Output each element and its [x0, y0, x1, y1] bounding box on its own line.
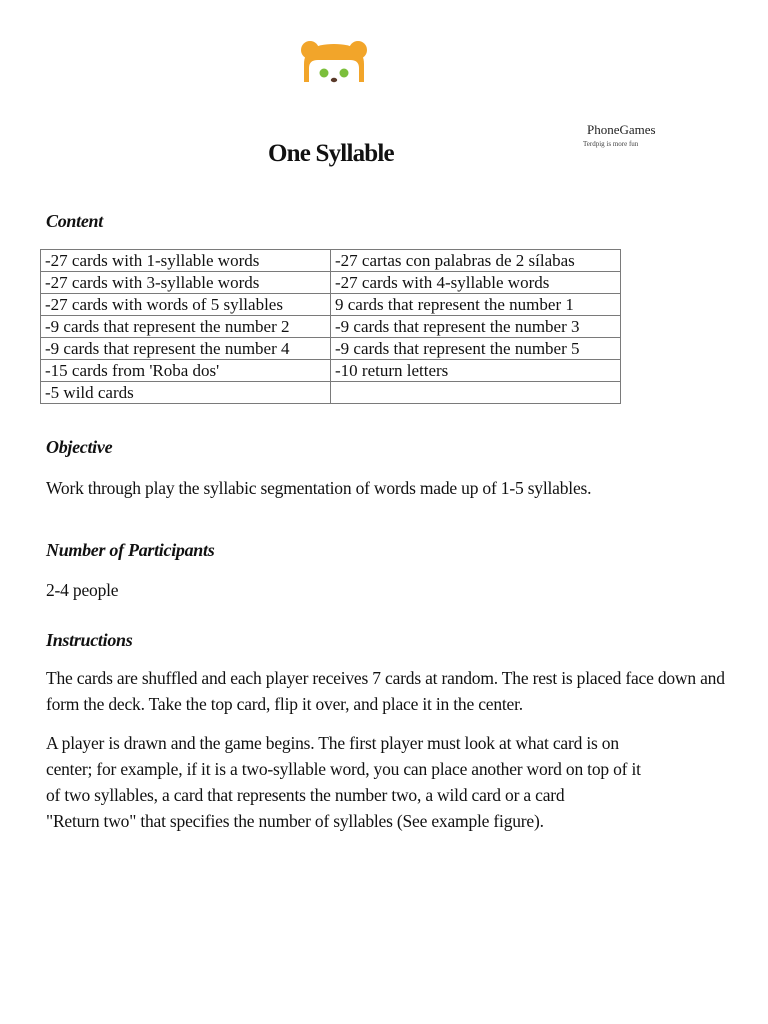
- content-table: [40, 249, 621, 404]
- text-line: center; for example, if it is a two-syllable word, you can place another word on top of it: [46, 759, 641, 779]
- table-row: [41, 294, 621, 316]
- brand-name: PhoneGames: [587, 122, 656, 137]
- table-row: [41, 382, 621, 404]
- text-line: of two syllables, a card that represents the number two, a wild card or a card: [46, 785, 565, 805]
- table-cell: -15 cards from 'Roba dos': [41, 360, 331, 382]
- table-cell: -9 cards that represent the number 3: [331, 316, 621, 338]
- text-line: A player is drawn and the game begins. The first player must look at what card is on: [46, 733, 619, 753]
- instructions-heading: Instructions: [46, 630, 133, 650]
- table-row: [41, 250, 621, 272]
- bear-face-icon: [298, 38, 370, 86]
- table-cell: -9 cards that represent the number 4: [41, 338, 331, 360]
- table-cell: -27 cards with 3-syllable words: [41, 272, 331, 294]
- instructions-paragraph-1: [46, 665, 768, 717]
- table-cell: -27 cards with 1-syllable words: [41, 250, 331, 272]
- table-cell: 9 cards that represent the number 1: [331, 294, 621, 316]
- instructions-paragraph-2: [46, 730, 768, 834]
- table-cell: -27 cards with 4-syllable words: [331, 272, 621, 294]
- table-row: [41, 338, 621, 360]
- text-line: form the deck. Take the top card, flip it over, and place it in the center.: [46, 694, 523, 714]
- table-row: [41, 360, 621, 382]
- table-cell: -5 wild cards: [41, 382, 331, 404]
- brand-tagline: Terdpig is more fun: [583, 140, 639, 148]
- participants-heading: Number of Participants: [46, 540, 215, 560]
- participants-text: 2-4 people: [46, 580, 119, 600]
- text-line: The cards are shuffled and each player receives 7 cards at random. The rest is placed face down and: [46, 668, 725, 688]
- objective-text: Work through play the syllabic segmentation of words made up of 1-5 syllables.: [46, 478, 592, 498]
- table-cell: -9 cards that represent the number 2: [41, 316, 331, 338]
- text-line: "Return two" that specifies the number of syllables (See example figure).: [46, 811, 544, 831]
- table-cell: -27 cartas con palabras de 2 sílabas: [331, 250, 621, 272]
- table-cell: -9 cards that represent the number 5: [331, 338, 621, 360]
- objective-heading: Objective: [46, 437, 113, 457]
- table-cell: -10 return letters: [331, 360, 621, 382]
- table-row: [41, 272, 621, 294]
- brand-logo: [290, 38, 656, 148]
- table-row: [41, 316, 621, 338]
- page-title: One Syllable: [268, 140, 394, 167]
- content-heading: Content: [46, 211, 103, 231]
- table-cell: [331, 382, 621, 404]
- table-cell: -27 cards with words of 5 syllables: [41, 294, 331, 316]
